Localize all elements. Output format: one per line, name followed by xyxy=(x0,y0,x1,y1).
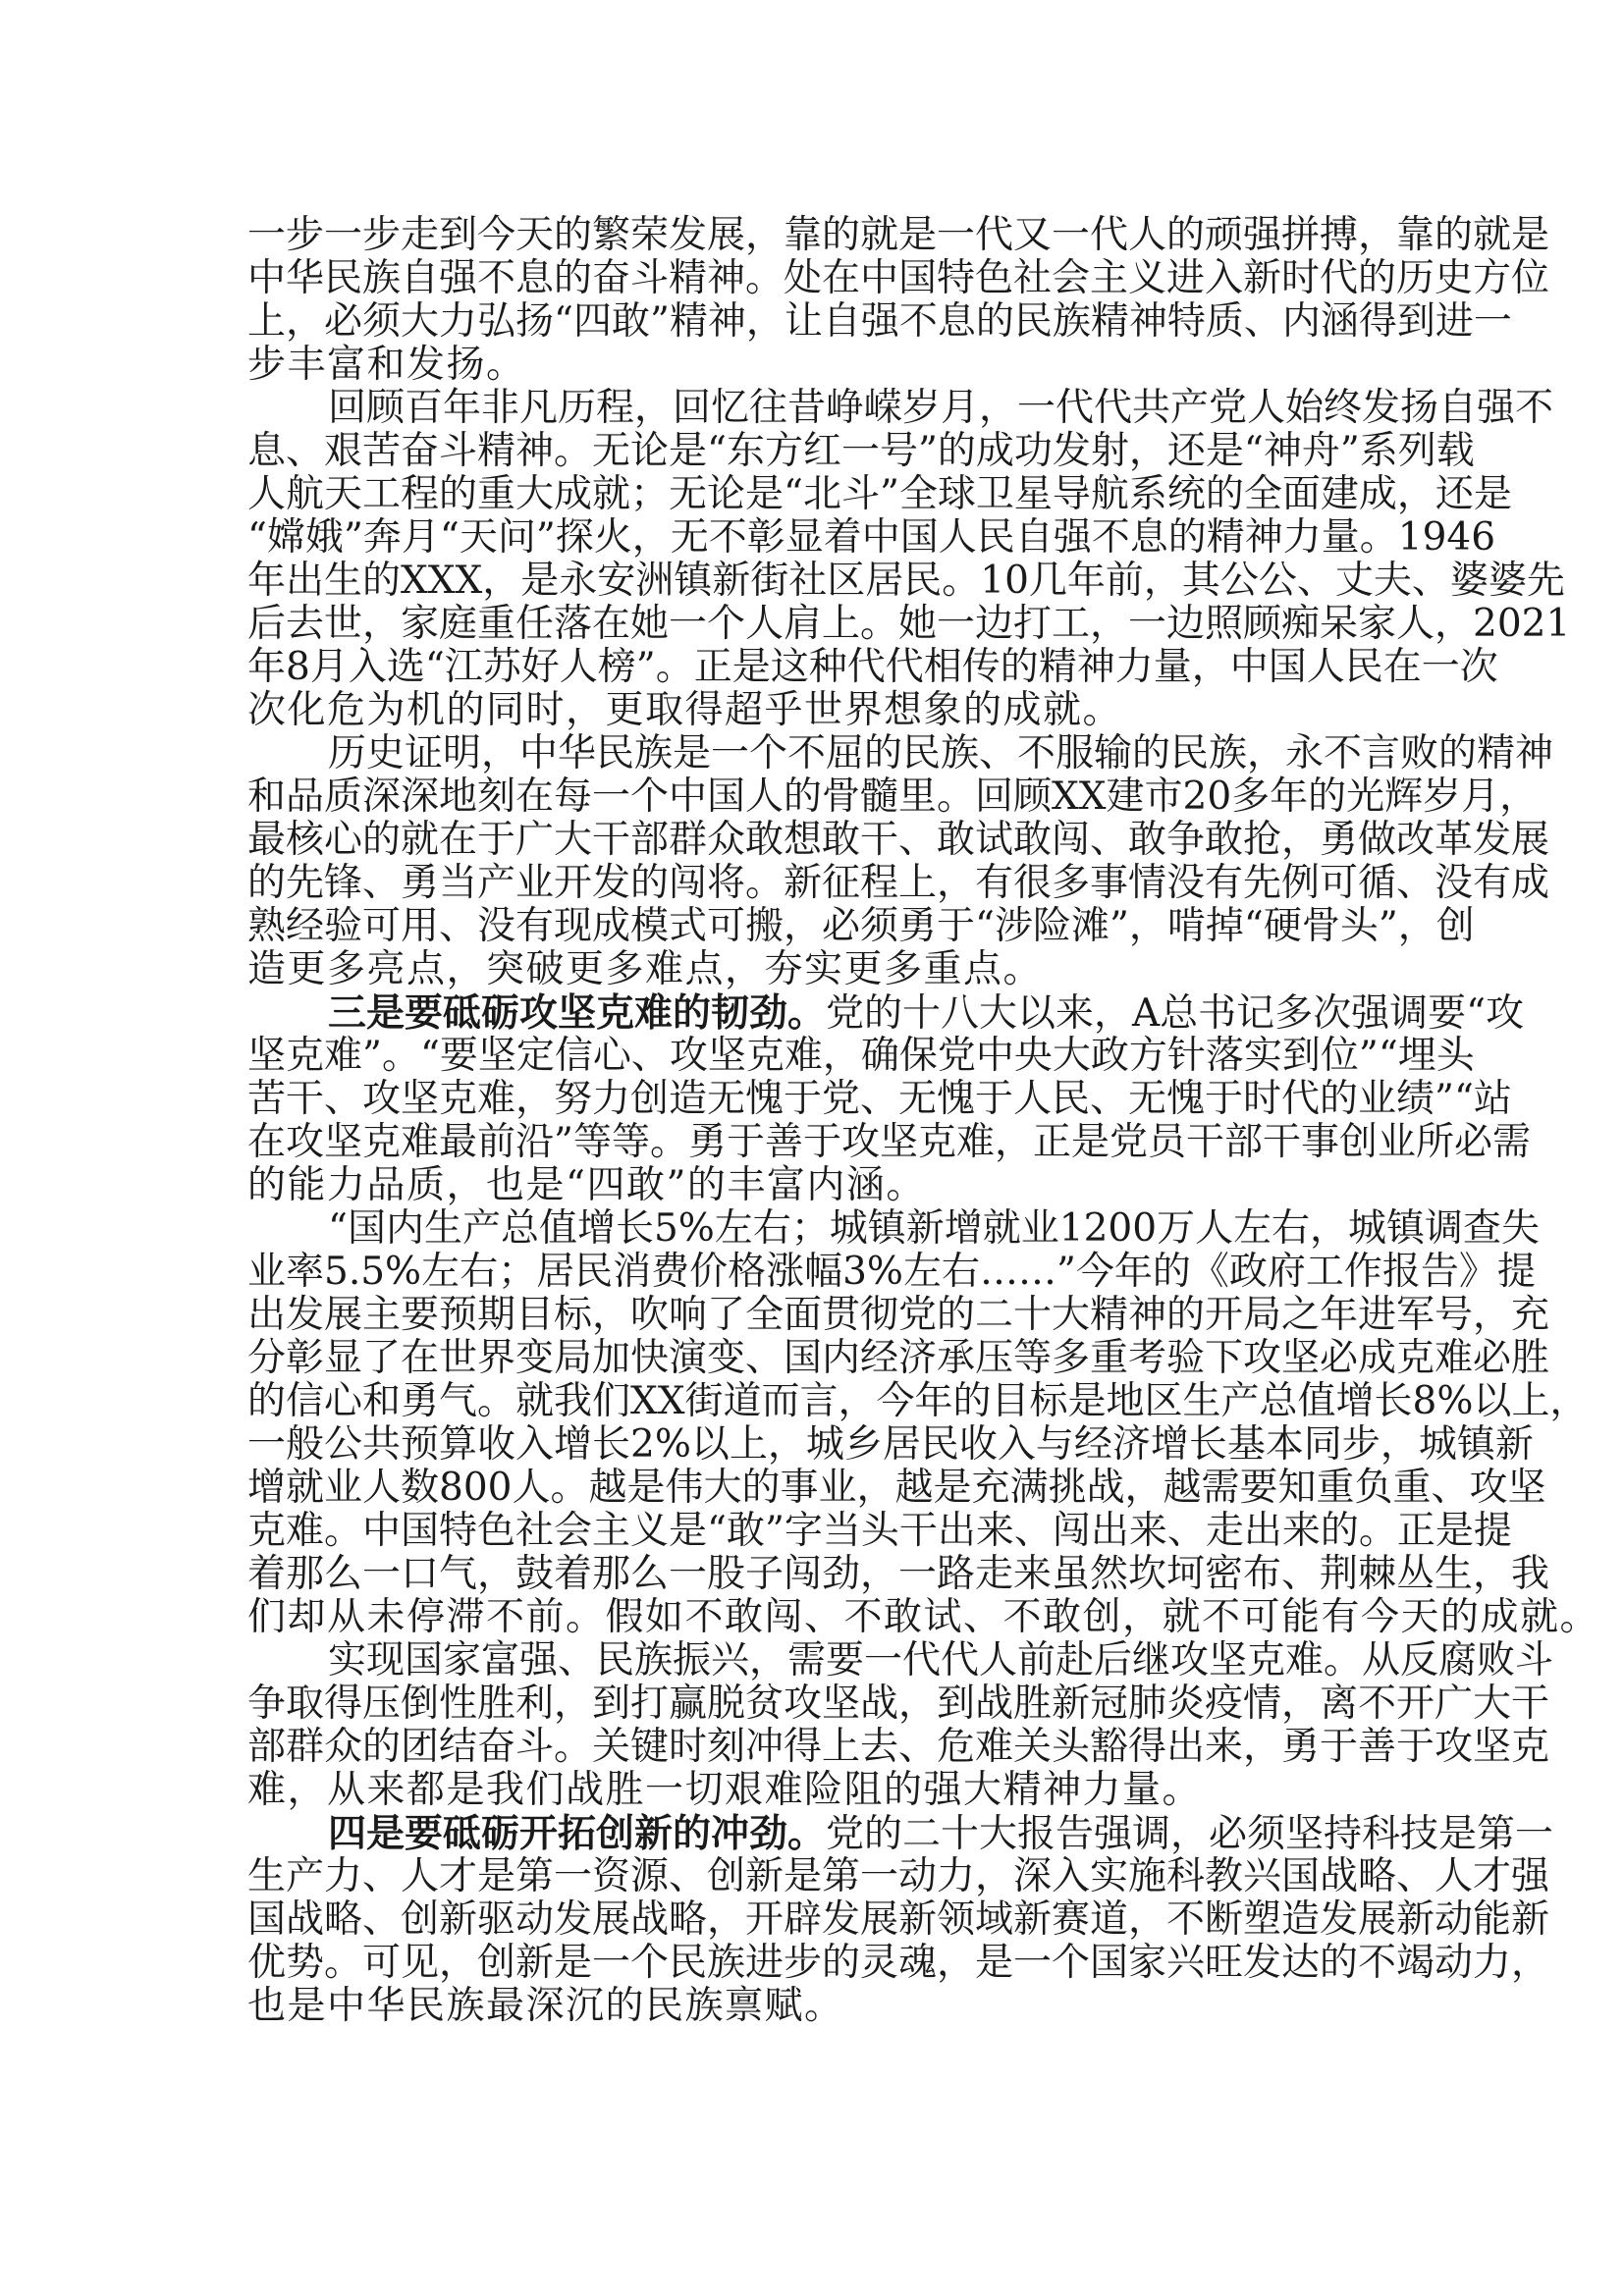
line-text: 部群众的团结奋斗。关键时刻冲得上去、危难关头豁得出来，勇于善于攻坚克 xyxy=(247,1725,1550,1769)
line-text: 一般公共预算收入增长2%以上，城乡居民收入与经济增长基本同步，城镇新 xyxy=(247,1422,1534,1467)
text-line xyxy=(247,1466,1546,1510)
line-text: 难，从来都是我们战胜一切艰难险阻的强大精神力量。 xyxy=(247,1768,1203,1812)
text-line xyxy=(247,1682,1550,1726)
text-line xyxy=(247,731,1554,775)
line-text: 次化危为机的同时，更取得超乎世界想象的成就。 xyxy=(247,688,1123,732)
text-line xyxy=(247,1379,1589,1423)
text-line xyxy=(247,213,1550,257)
text-line xyxy=(247,1854,1550,1898)
paragraph-lead-heading: 四是要砥砺开拓创新的冲劲。 xyxy=(328,1811,827,1856)
text-line xyxy=(247,472,1512,516)
line-text: 优势。可见，创新是一个民族进步的灵魂，是一个国家兴旺发达的不竭动力， xyxy=(247,1941,1550,1985)
line-text: 息、艰苦奋斗精神。无论是“东方红一号”的成功发射，还是“神舟”系列载 xyxy=(247,429,1475,473)
text-line xyxy=(247,1250,1536,1294)
paragraph xyxy=(247,1206,1600,1639)
text-line xyxy=(247,904,1475,948)
line-text: 也是中华民族最深沉的民族禀赋。 xyxy=(247,1984,844,2028)
paragraph xyxy=(247,990,1531,1207)
line-text: 年出生的XXX，是永安洲镇新街社区居民。10几年前，其公公、丈夫、婆婆先 xyxy=(247,559,1565,603)
line-text: 最核心的就在于广大干部群众敢想敢干、敢试敢闯、敢争敢抢，勇做改革发展 xyxy=(247,818,1550,862)
paragraph xyxy=(247,386,1571,732)
line-text: 实现国家富强、民族振兴，需要一代代人前赴后继攻坚克难。从反腐败斗 xyxy=(328,1638,1554,1682)
line-text: 们却从未停滞不前。假如不敢闯、不敢试、不敢创，就不可能有今天的成就。 xyxy=(247,1595,1600,1639)
line-text: 的信心和勇气。就我们XX街道而言，今年的目标是地区生产总值增长8%以上， xyxy=(247,1379,1589,1423)
text-line xyxy=(247,1769,1382,1812)
line-text: 步丰富和发扬。 xyxy=(247,343,526,387)
line-text: 和品质深深地刻在每一个中国人的骨髓里。回顾XX建市20多年的光辉岁月， xyxy=(247,774,1539,819)
line-text: 后去世，家庭重任落在她一个人肩上。她一边打工，一边照顾痴呆家人，2021 xyxy=(247,602,1571,646)
line-text: “国内生产总值增长5%左右；城镇新增就业1200万人左右，城镇调查失 xyxy=(328,1206,1541,1251)
text-line xyxy=(247,256,1550,300)
line-text: 造更多亮点，突破更多难点，夯实更多重点。 xyxy=(247,947,1044,991)
line-text: “嫦娥”奔月“天问”探火，无不彰显着中国人民自强不息的精神力量。1946 xyxy=(247,515,1496,560)
text-line xyxy=(247,774,1539,819)
text-line xyxy=(247,559,1565,603)
text-line xyxy=(247,429,1475,473)
line-text: 增就业人数800人。越是伟大的事业，越是充满挑战，越需要知重负重、攻坚 xyxy=(247,1466,1546,1510)
line-text: 熟经验可用、没有现成模式可搬，必须勇于“涉险滩”，啃掉“硬骨头”，创 xyxy=(247,904,1475,948)
text-line xyxy=(247,1811,1554,1856)
line-text: 一步一步走到今天的繁荣发展，靠的就是一代又一代人的顽强拼搏，靠的就是 xyxy=(247,213,1550,257)
line-text: 出发展主要预期目标，吹响了全面贯彻党的二十大精神的开局之年进军号，充 xyxy=(247,1293,1550,1337)
text-line xyxy=(247,689,1382,732)
line-text: 上，必须大力弘扬“四敢”精神，让自强不息的民族精神特质、内涵得到进一 xyxy=(247,299,1512,344)
text-line xyxy=(247,1120,1531,1164)
document-page xyxy=(247,213,1600,2028)
paragraph xyxy=(247,731,1554,991)
text-line xyxy=(247,1595,1600,1639)
text-line xyxy=(247,1638,1554,1682)
text-line xyxy=(247,602,1571,646)
line-text: 分彰显了在世界变局加快演变、国内经济承压等多重考验下攻坚必成克难必胜 xyxy=(247,1336,1550,1380)
text-line xyxy=(247,1206,1541,1251)
text-line xyxy=(247,515,1496,560)
text-line xyxy=(247,344,1382,387)
text-line xyxy=(247,1725,1550,1769)
line-text: 业率5.5%左右；居民消费价格涨幅3%左右……”今年的《政府工作报告》提 xyxy=(247,1250,1536,1294)
text-line xyxy=(247,1293,1550,1337)
line-text: 生产力、人才是第一资源、创新是第一动力，深入实施科教兴国战略、人才强 xyxy=(247,1854,1550,1898)
text-line xyxy=(247,1552,1550,1596)
text-line xyxy=(247,1985,1382,2028)
paragraph xyxy=(247,1811,1554,2028)
text-line xyxy=(247,1034,1475,1078)
line-text: 历史证明，中华民族是一个不屈的民族、不服输的民族，永不言败的精神 xyxy=(328,731,1554,775)
line-text: 克难。中国特色社会主义是“敢”字当头干出来、闯出来、走出来的。正是提 xyxy=(247,1509,1512,1553)
line-text: 在攻坚克难最前沿”等等。勇于善于攻坚克难，正是党员干部干事创业所必需 xyxy=(247,1120,1531,1164)
paragraph-lead-heading: 三是要砥砺攻坚克难的韧劲。 xyxy=(328,990,827,1036)
paragraph xyxy=(247,1638,1554,1812)
text-line xyxy=(247,1336,1550,1380)
text-line xyxy=(247,990,1525,1036)
text-line xyxy=(247,818,1550,862)
text-line xyxy=(247,1164,1382,1207)
text-line xyxy=(247,1941,1550,1985)
text-line xyxy=(247,299,1512,344)
line-text: 党的十八大以来，A总书记多次强调要“攻 xyxy=(826,991,1525,1036)
line-text: 年8月入选“江苏好人榜”。正是这种代代相传的精神力量，中国人民在一次 xyxy=(247,645,1498,689)
line-text: 坚克难”。“要坚定信心、攻坚克难，确保党中央大政方针落实到位”“埋头 xyxy=(247,1034,1475,1078)
text-line xyxy=(247,1422,1534,1467)
line-text: 党的二十大报告强调，必须坚持科技是第一 xyxy=(826,1812,1554,1856)
line-text: 人航天工程的重大成就；无论是“北斗”全球卫星导航系统的全面建成，还是 xyxy=(247,472,1512,516)
text-line xyxy=(247,861,1550,905)
text-line xyxy=(247,1077,1512,1121)
line-text: 争取得压倒性胜利，到打赢脱贫攻坚战，到战胜新冠肺炎疫情，离不开广大干 xyxy=(247,1682,1550,1726)
line-text: 的能力品质，也是“四敢”的丰富内涵。 xyxy=(247,1163,926,1207)
text-line xyxy=(247,645,1498,689)
text-line xyxy=(247,386,1554,430)
line-text: 的先锋、勇当产业开发的闯将。新征程上，有很多事情没有先例可循、没有成 xyxy=(247,861,1550,905)
text-line xyxy=(247,1509,1512,1553)
line-text: 中华民族自强不息的奋斗精神。处在中国特色社会主义进入新时代的历史方位 xyxy=(247,256,1550,300)
line-text: 回顾百年非凡历程，回忆往昔峥嵘岁月，一代代共产党人始终发扬自强不 xyxy=(328,386,1554,430)
line-text: 着那么一口气，鼓着那么一股子闯劲，一路走来虽然坎坷密布、荆棘丛生，我 xyxy=(247,1552,1550,1596)
paragraph xyxy=(247,213,1550,387)
line-text: 国战略、创新驱动发展战略，开辟发展新领域新赛道，不断塑造发展新动能新 xyxy=(247,1897,1550,1942)
text-line xyxy=(247,1897,1550,1942)
text-line xyxy=(247,948,1382,991)
line-text: 苦干、攻坚克难，努力创造无愧于党、无愧于人民、无愧于时代的业绩”“站 xyxy=(247,1077,1512,1121)
